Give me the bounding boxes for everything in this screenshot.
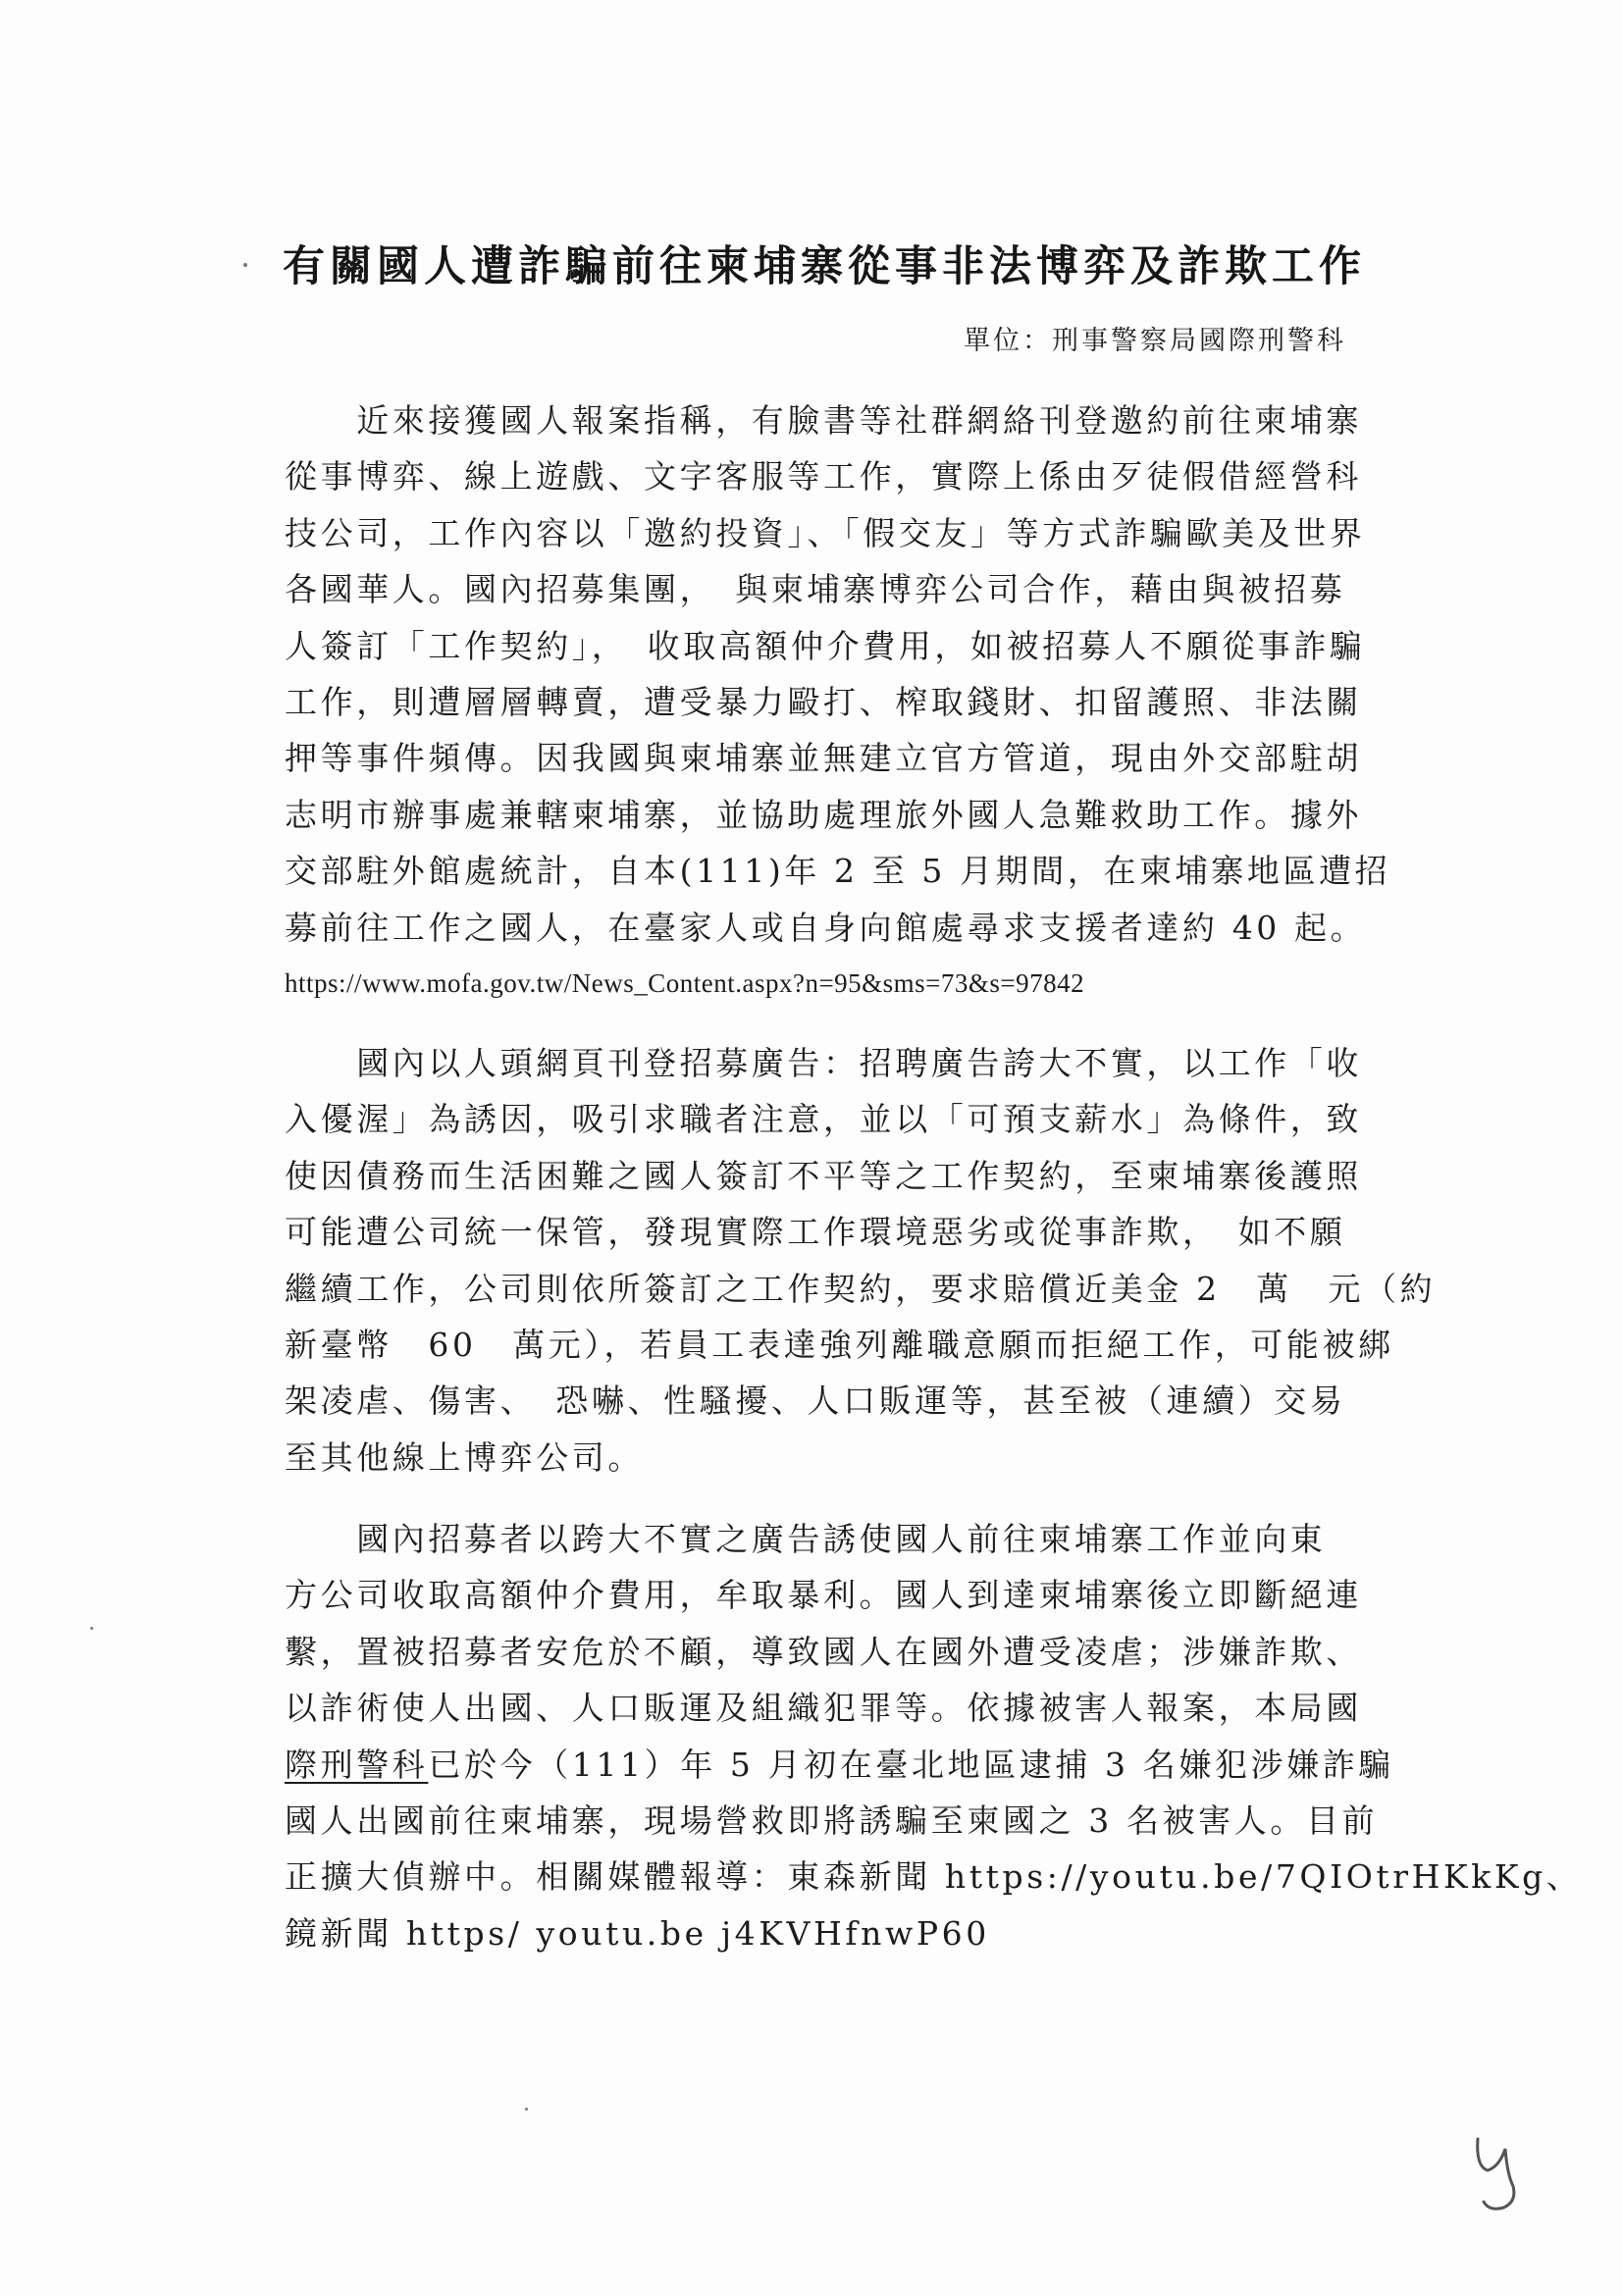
paragraph-line: 國人出國前往柬埔寨，現場營救即將誘騙至柬國之 3 名被害人。目前 bbox=[285, 1800, 1379, 1840]
paragraph-line: 以詐術使人出國、人口販運及組織犯罪等。依據被害人報案，本局國 bbox=[285, 1689, 1362, 1728]
paragraph-line: 架凌虐、傷害、 恐嚇、性騷擾、人口販運等，甚至被（連續）交易 bbox=[285, 1382, 1346, 1421]
paragraph-line: 新臺幣 60 萬元），若員工表達強列離職意願而拒絕工作，可能被綁 bbox=[285, 1325, 1394, 1364]
paragraph-line: 各國華人。國內招募集團， 與柬埔寨博弈公司合作，藉由與被招募 bbox=[285, 570, 1346, 609]
paragraph-line: 國內招募者以跨大不實之廣告誘使國人前往柬埔寨工作並向東 bbox=[285, 1520, 1327, 1558]
paragraph-line: 至其他線上博弈公司。 bbox=[285, 1437, 644, 1477]
paragraph-line: 募前往工作之國人，在臺家人或自身向館處尋求支援者達約 40 起。 bbox=[285, 908, 1367, 947]
scan-speck bbox=[525, 2108, 528, 2111]
paragraph-line: 正擴大偵辦中。相關媒體報導：東森新聞 https://youtu.be/7QIOtrHKkKg、 bbox=[285, 1857, 1583, 1897]
paragraph-line: 近來接獲國人報案指稱，有臉書等社群網絡刊登邀約前往柬埔寨 bbox=[285, 401, 1362, 440]
paragraph-1 bbox=[285, 392, 1391, 1012]
paragraph-line: 可能遭公司統一保管，發現實際工作環境惡劣或從事詐欺， 如不願 bbox=[285, 1213, 1346, 1252]
document-title: 有關國人遭詐騙前往柬埔寨從事非法博弈及詐欺工作 bbox=[283, 242, 1366, 291]
paragraph-line: 使因債務而生活困難之國人簽訂不平等之工作契約，至柬埔寨後護照 bbox=[285, 1156, 1362, 1195]
paragraph-line: 方公司收取高額仲介費用，牟取暴利。國人到達柬埔寨後立即斷絕連 bbox=[285, 1576, 1362, 1615]
paragraph-line: 交部駐外館處統計，自本(111)年 2 至 5 月期間，在柬埔寨地區遭招 bbox=[285, 852, 1391, 891]
paragraph-3 bbox=[285, 1511, 1583, 1961]
reference-url: https://www.mofa.gov.tw/News_Content.aspx?n=95&sms=73&s=97842 bbox=[285, 967, 1085, 998]
paragraph-line: 鏡新聞 https/ youtu.be j4KVHfnwP60 bbox=[285, 1913, 990, 1953]
paragraph-line: 志明市辦事處兼轄柬埔寨，並協助處理旅外國人急難救助工作。據外 bbox=[285, 795, 1362, 834]
paragraph-line: 繼續工作，公司則依所簽訂之工作契約，要求賠償近美金 2 萬 元（約 bbox=[285, 1269, 1437, 1308]
scan-speck bbox=[90, 1627, 93, 1630]
paragraph-line: 從事博弈、線上遊戲、文字客服等工作，實際上係由歹徒假借經營科 bbox=[285, 457, 1362, 496]
paragraph-line: 工作，則遭層層轉賣，遭受暴力毆打、榨取錢財、扣留護照、非法關 bbox=[285, 682, 1362, 721]
scan-speck bbox=[243, 263, 247, 267]
paragraph-line: 技公司，工作內容以「邀約投資」、「假交友」等方式詐騙歐美及世界 bbox=[285, 513, 1366, 552]
line-text: 已於今（111）年 5 月初在臺北地區逮捕 3 名嫌犯涉嫌詐騙 bbox=[428, 1745, 1394, 1784]
paragraph-2 bbox=[285, 1035, 1437, 1486]
paragraph-line bbox=[285, 1737, 1394, 1793]
issuing-unit: 單位：刑事警察局國際刑警科 bbox=[964, 326, 1346, 356]
underlined-unit-name: 際刑警科 bbox=[285, 1745, 429, 1784]
paragraph-line: 押等事件頻傳。因我國與柬埔寨並無建立官方管道，現由外交部駐胡 bbox=[285, 739, 1362, 778]
paragraph-line: 入優渥」為誘因，吸引求職者注意，並以「可預支薪水」為條件，致 bbox=[285, 1100, 1362, 1139]
paragraph-line: 人簽訂「工作契約」， 收取高額仲介費用，如被招募人不願從事詐騙 bbox=[285, 626, 1366, 665]
paragraph-line: 國內以人頭網頁刊登招募廣告：招聘廣告誇大不實，以工作「收 bbox=[285, 1044, 1362, 1082]
handwritten-page-number bbox=[1466, 2127, 1535, 2216]
paragraph-line: 繫，置被招募者安危於不顧，導致國人在國外遭受凌虐；涉嫌詐欺、 bbox=[285, 1632, 1362, 1671]
